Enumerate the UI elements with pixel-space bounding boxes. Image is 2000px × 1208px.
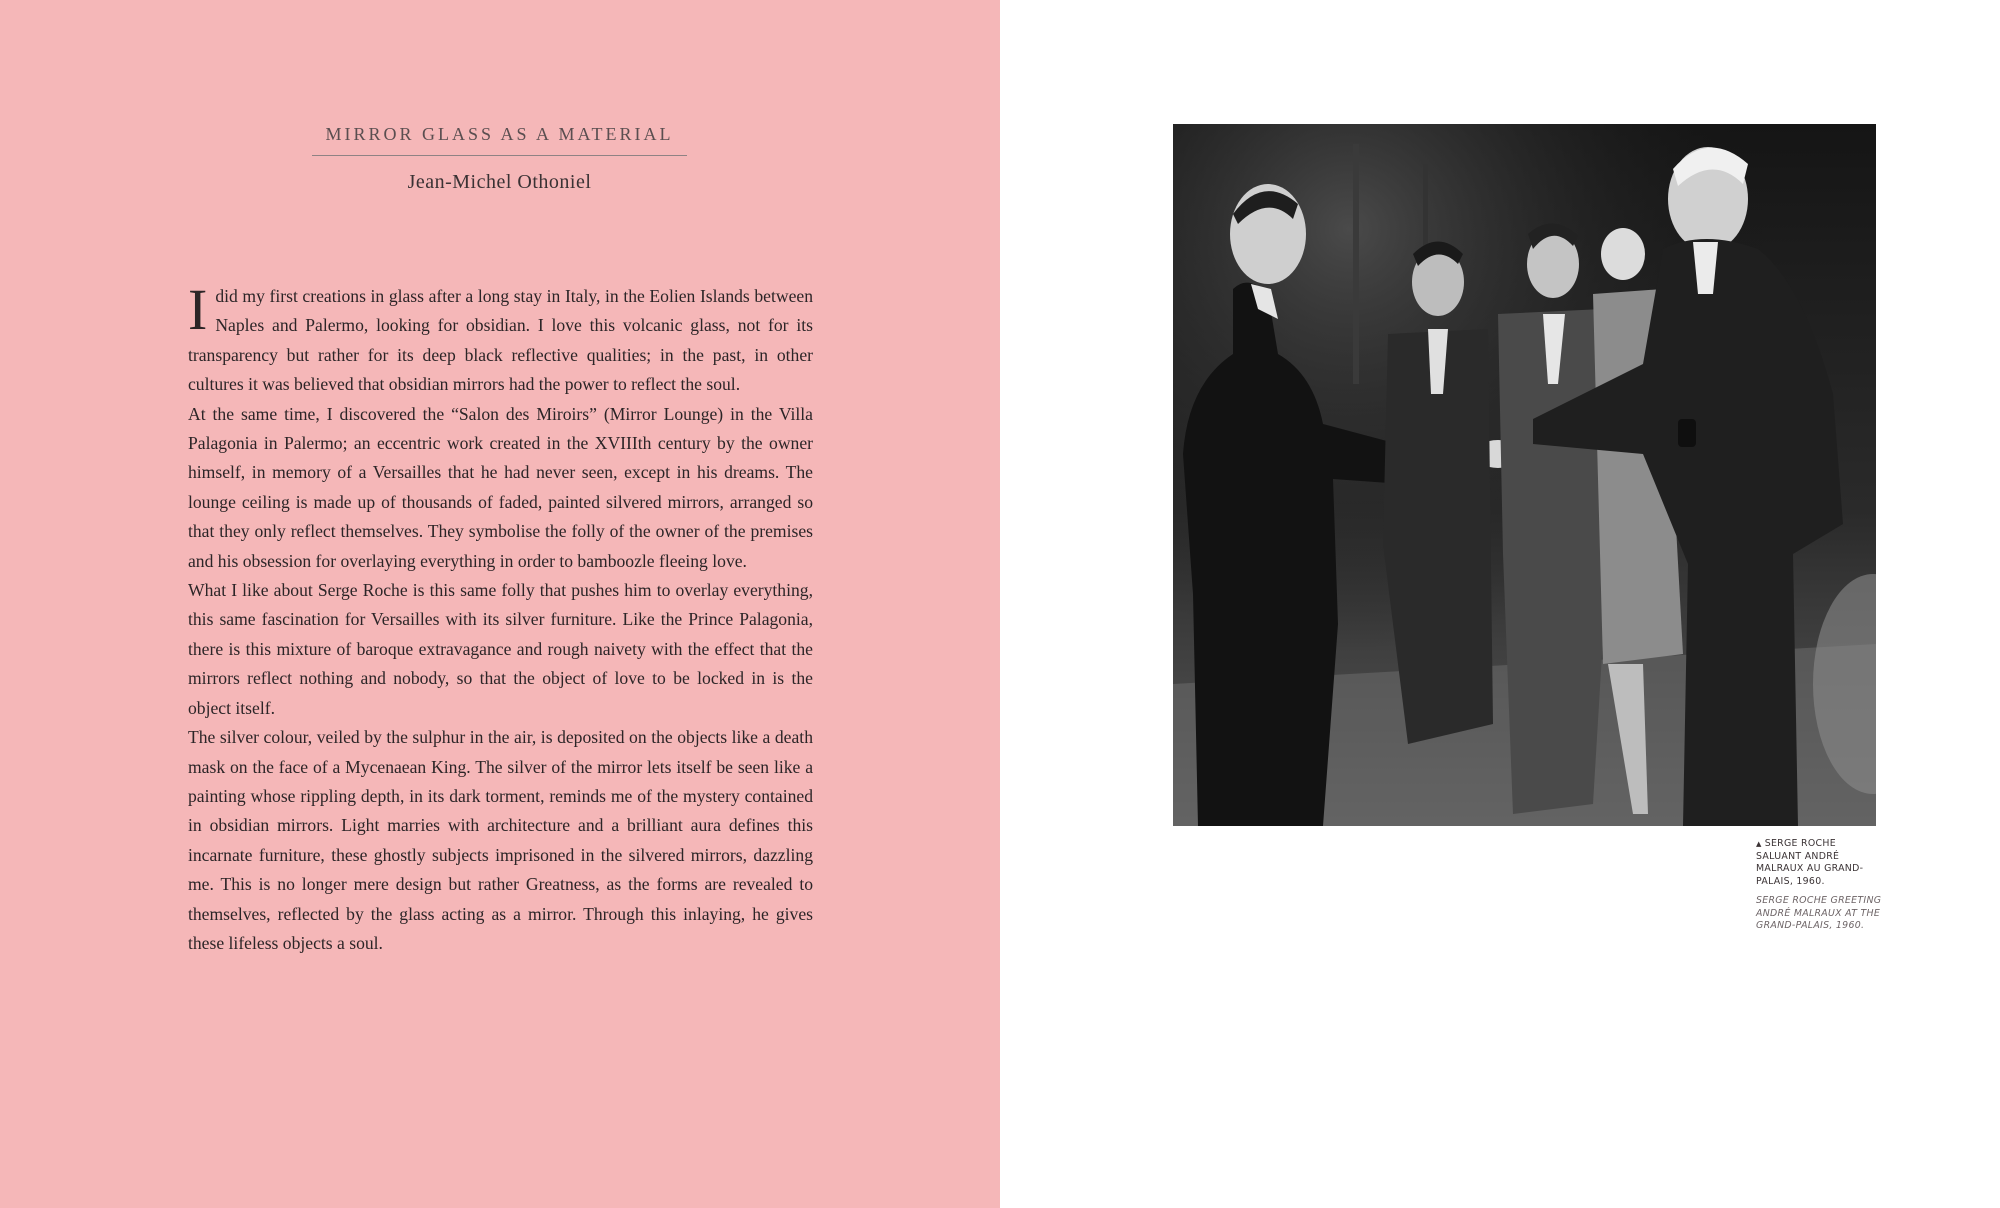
right-page: [1000, 0, 2000, 1208]
caption-triangle-icon: ▲: [1756, 840, 1762, 848]
paragraph-4: The silver colour, veiled by the sulphur in the air, is deposited on the objects like a death mask on the face of a Mycenaean King. The silver of the mirror lets itself be seen like a painting whose rippling depth, in its dark torment, reminds me of the mystery contained in obsidian mirrors. Light marries with architecture and a brilliant aura defines this incarnate furniture, these ghostly subjects imprisoned in the silvered mirrors, dazzling me. This is no longer mere design but rather Greatness, as the forms are revealed to themselves, reflected by the glass acting as a mirror. Through this inlaying, he gives these lifeless objects a soul.: [188, 727, 813, 953]
photo-illustration: [1173, 124, 1876, 826]
caption-french: [1756, 838, 1884, 888]
caption-french-text: SERGE ROCHE SALUANT ANDRÉ MALRAUX AU GRAND-PALAIS, 1960.: [1756, 838, 1864, 887]
paragraph-1: [188, 277, 813, 400]
article-heading: [312, 124, 687, 194]
historical-photograph: [1173, 124, 1876, 826]
photo-caption: [1756, 838, 1884, 933]
section-title: MIRROR GLASS AS A MATERIAL: [312, 124, 687, 156]
article-body: [188, 277, 813, 958]
drop-cap: I: [188, 277, 208, 342]
paragraph-2: At the same time, I discovered the “Salon des Miroirs” (Mirror Lounge) in the Villa Palagonia in Palermo; an eccentric work created in the XVIIIth century by the owner himself, in memory of a Versailles that he had never seen, except in his dreams. The lounge ceiling is made up of thousands of faded, painted silvered mirrors, arranged so that they only reflect themselves. They symbolise the folly of the owner of the premises and his obsession for overlaying everything in order to bamboozle fleeing love.: [188, 403, 813, 571]
paragraph-3: What I like about Serge Roche is this same folly that pushes him to overlay everything, this same fascination for Versailles with its silver furniture. Like the Prince Palagonia, there is this mixture of baroque extravagance and rough naivety with the effect that the mirrors reflect nothing and nobody, so that the object of love to be locked in is the object itself.: [188, 580, 813, 718]
paragraph-1-text: did my first creations in glass after a long stay in Italy, in the Eolien Islands between Naples and Palermo, looking for obsidian. I love this volcanic glass, not for its transparency but rather for its deep black reflective qualities; in the past, in other cultures it was believed that obsidian mirrors had the power to reflect the soul.: [188, 286, 813, 395]
author-name: Jean-Michel Othoniel: [407, 171, 592, 193]
caption-english: SERGE ROCHE GREETING ANDRÉ MALRAUX AT THE GRAND-PALAIS, 1960.: [1756, 895, 1882, 931]
